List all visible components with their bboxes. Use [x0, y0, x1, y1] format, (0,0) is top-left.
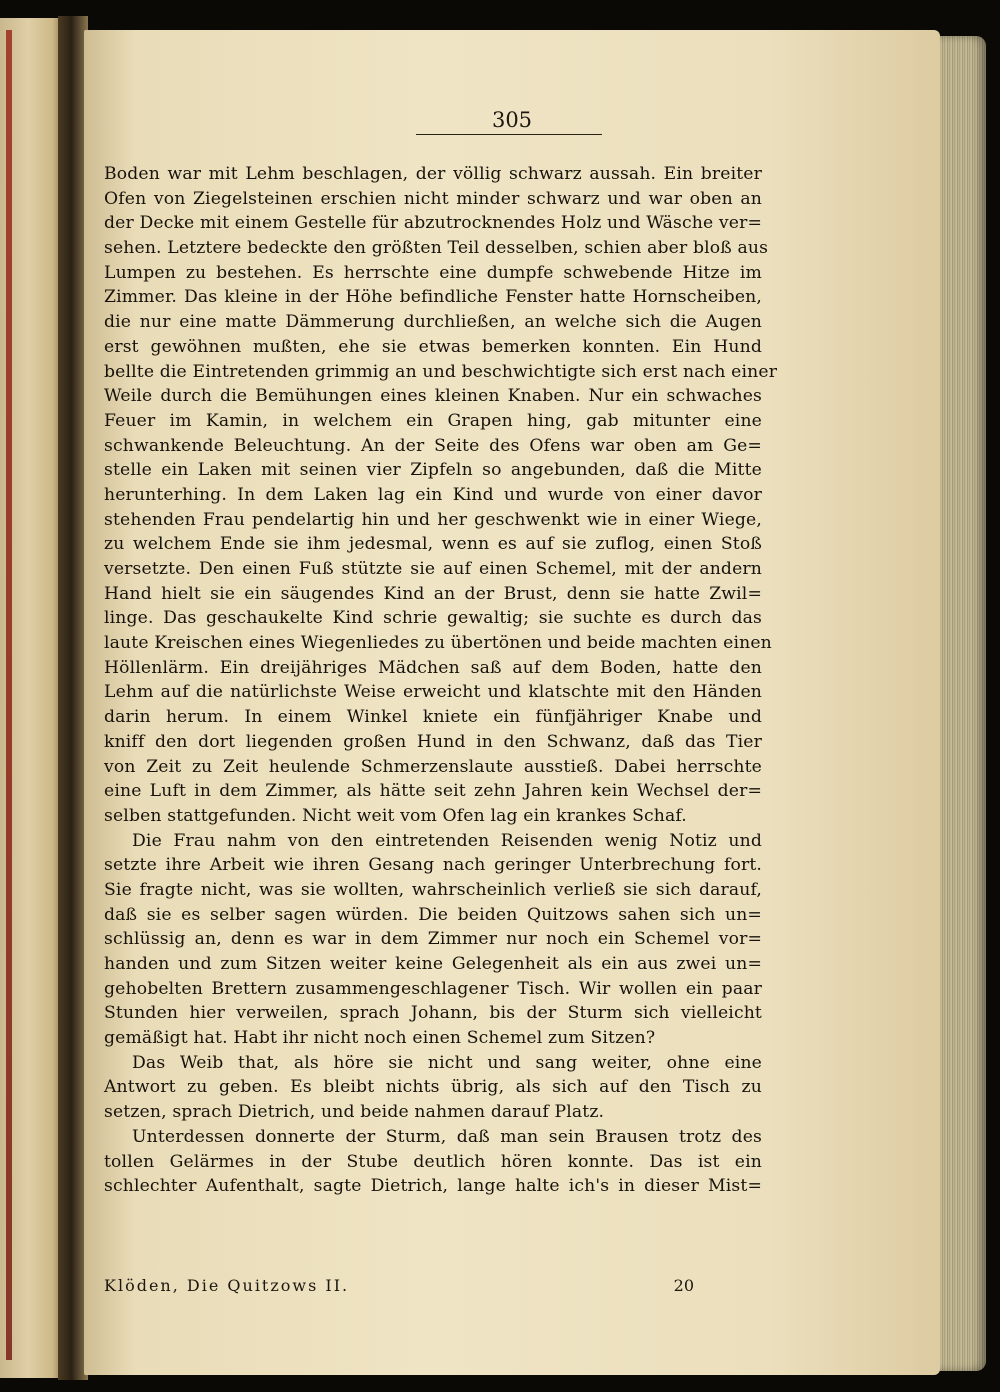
text-line: gemäßigt hat. Habt ihr nicht noch einen Schemel zum Sitzen?	[104, 1028, 656, 1049]
text-line: Boden war mit Lehm beschlagen, der völlig schwarz aussah. Ein breiter	[104, 164, 762, 184]
book-page	[84, 30, 940, 1375]
header-rule	[416, 134, 602, 135]
text-line: Feuer im Kamin, in welchem ein Grapen hing, gab mitunter eine	[104, 410, 762, 431]
text-line: Weile durch die Bemühungen eines kleinen Knaben. Nur ein schwaches	[104, 386, 762, 407]
text-line: Sie fragte nicht, was sie wollten, wahrscheinlich verließ sie sich darauf,	[104, 879, 762, 900]
text-line: stehenden Frau pendelartig hin und her geschwenkt wie in einer Wiege,	[104, 509, 762, 530]
text-line: daß sie es selber sagen würden. Die beiden Quitzows sahen sich un=	[104, 904, 762, 925]
text-line: handen und zum Sitzen weiter keine Gelegenheit als ein aus zwei un=	[104, 954, 762, 974]
text-line: stelle ein Laken mit seinen vier Zipfeln so angebunden, daß die Mitte	[104, 460, 762, 481]
text-line: versetzte. Den einen Fuß stützte sie auf einen Schemel, mit der andern	[104, 559, 762, 579]
text-line: kniff den dort liegenden großen Hund in den Schwanz, daß das Tier	[104, 731, 762, 752]
text-line: Hand hielt sie ein säugendes Kind an der Brust, denn sie hatte Zwil=	[104, 583, 762, 604]
text-line: Zimmer. Das kleine in der Höhe befindliche Fenster hatte Hornscheiben,	[104, 287, 762, 308]
text-line: Die Frau nahm von den eintretenden Reisenden wenig Notiz und	[132, 830, 762, 851]
text-line: schlüssig an, denn es war in dem Zimmer nur noch ein Schemel vor=	[104, 929, 762, 950]
text-line: schlechter Aufenthalt, sagte Dietrich, lange halte ich's in dieser Mist=	[104, 1176, 762, 1197]
text-line: gehobelten Brettern zusammengeschlagener Tisch. Wir wollen ein paar	[104, 978, 762, 999]
text-line: tollen Gelärmes in der Stube deutlich hören konnte. Das ist ein	[104, 1151, 762, 1172]
text-line: darin herum. In einem Winkel kniete ein fünfjähriger Knabe und	[104, 707, 762, 728]
text-line: linge. Das geschaukelte Kind schrie gewaltig; sie suchte es durch das	[104, 608, 762, 629]
text-line: herunterhing. In dem Laken lag ein Kind und wurde von einer davor	[104, 484, 762, 505]
text-line: laute Kreischen eines Wiegenliedes zu übertönen und beide machten einen	[104, 633, 772, 654]
text-line: zu welchem Ende sie ihm jedesmal, wenn es auf sie zuflog, einen Stoß	[104, 534, 762, 555]
text-line: eine Luft in dem Zimmer, als hätte seit zehn Jahren kein Wechsel der=	[104, 781, 762, 802]
text-line: Höllenlärm. Ein dreijähriges Mädchen saß auf dem Boden, hatte den	[104, 657, 762, 678]
text-line: Lumpen zu bestehen. Es herrschte eine dumpfe schwebende Hitze im	[104, 262, 762, 283]
text-line: Ofen von Ziegelsteinen erschien nicht minder schwarz und war oben an	[104, 188, 762, 209]
text-line: der Decke mit einem Gestelle für abzutrocknendes Holz und Wäsche ver=	[104, 213, 762, 234]
text-line: selben stattgefunden. Nicht weit vom Ofen lag ein krankes Schaf.	[104, 805, 687, 826]
text-line: sehen. Letztere bedeckte den größten Teil desselben, schien aber bloß aus	[104, 238, 769, 259]
page-number: 305	[491, 108, 533, 132]
text-line: schwankende Beleuchtung. An der Seite des Ofens war oben am Ge=	[104, 435, 762, 456]
text-line: Antwort zu geben. Es bleibt nichts übrig, als sich auf den Tisch zu	[104, 1077, 762, 1098]
body-text	[104, 162, 778, 1199]
text-line: Das Weib that, als höre sie nicht und sang weiter, ohne eine	[132, 1052, 762, 1073]
text-line: Unterdessen donnerte der Sturm, daß man sein Brausen trotz des	[132, 1126, 762, 1147]
text-line: setzte ihre Arbeit wie ihren Gesang nach geringer Unterbrechung fort.	[104, 855, 762, 876]
binding-edge	[6, 30, 12, 1360]
footer-author-title: Klöden, Die Quitzows II.	[104, 1276, 350, 1295]
text-line: von Zeit zu Zeit heulende Schmerzenslaute ausstieß. Dabei herrschte	[104, 756, 762, 777]
footer-signature-mark: 20	[673, 1276, 694, 1295]
text-line: Stunden hier verweilen, sprach Johann, bis der Sturm sich vielleicht	[104, 1003, 762, 1024]
text-line: bellte die Eintretenden grimmig an und beschwichtigte sich erst nach einer	[104, 361, 778, 382]
text-line: erst gewöhnen mußten, ehe sie etwas bemerken konnten. Ein Hund	[104, 336, 762, 357]
text-line: Lehm auf die natürlichste Weise erweicht und klatschte mit den Händen	[104, 682, 762, 703]
text-line: setzen, sprach Dietrich, und beide nahmen darauf Platz.	[104, 1102, 605, 1123]
text-line: die nur eine matte Dämmerung durchließen, an welche sich die Augen	[104, 312, 762, 333]
